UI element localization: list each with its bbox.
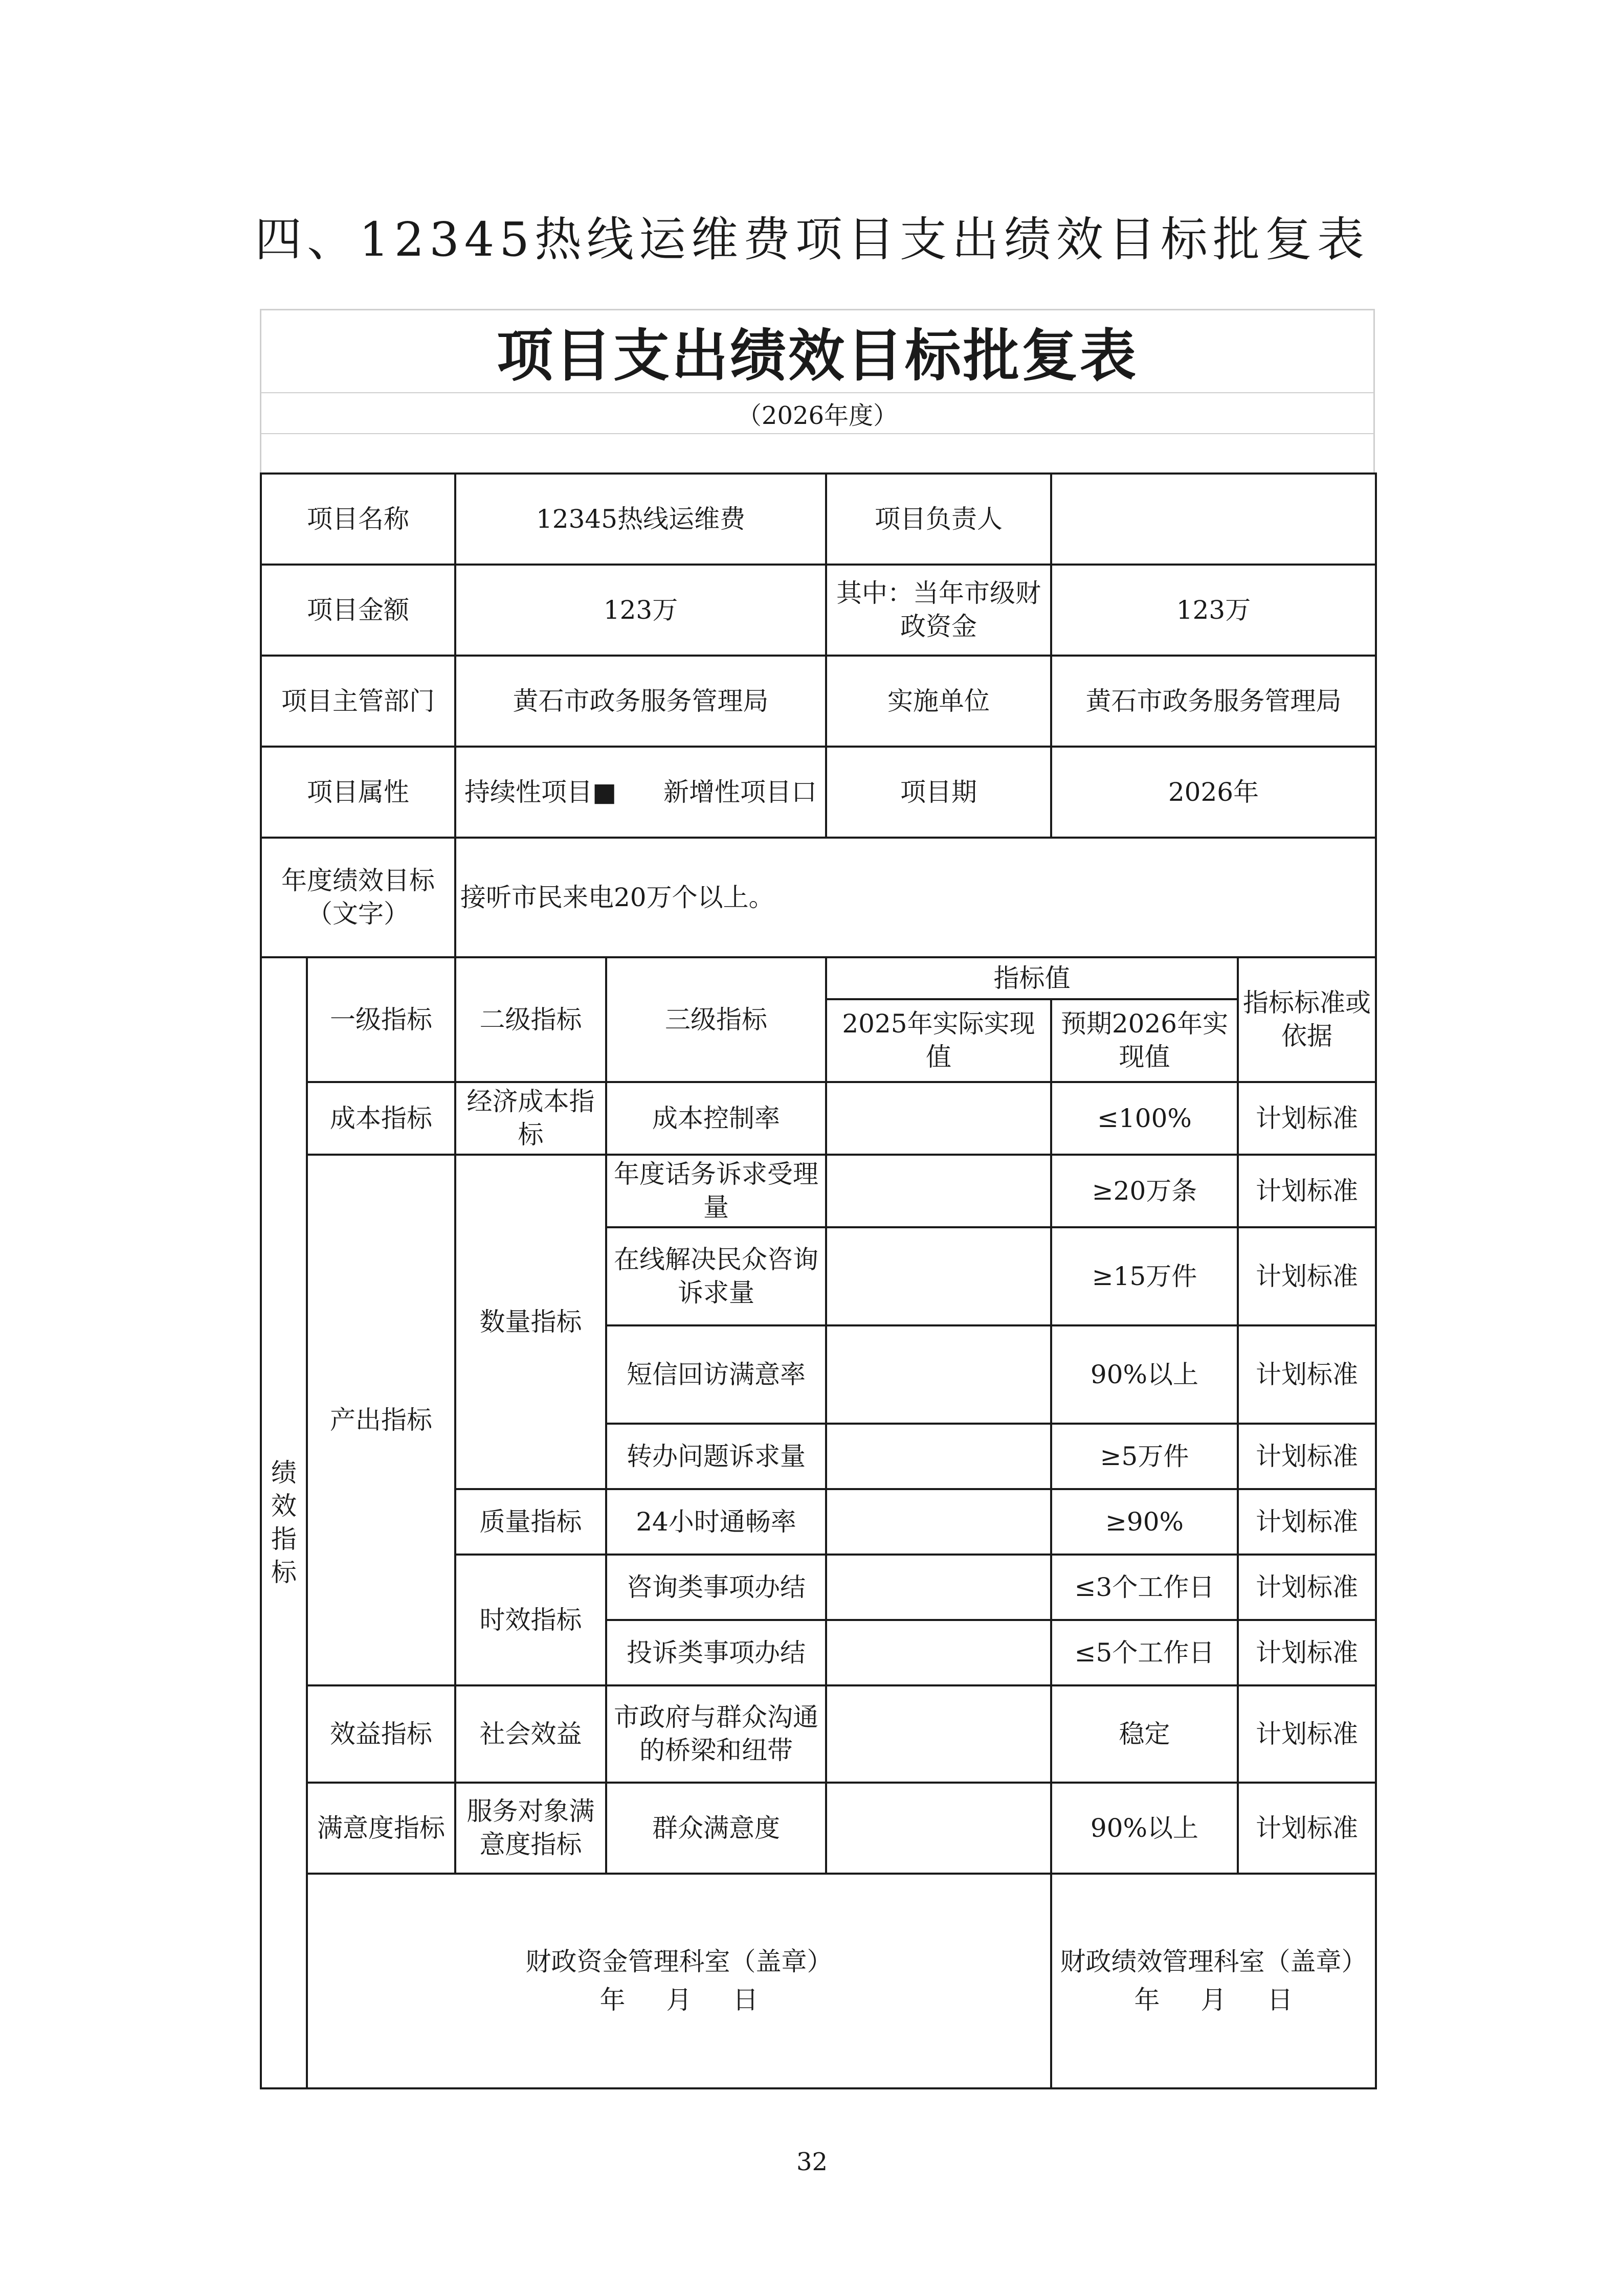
row-actual [826,1424,1051,1489]
unit-value: 黄石市政务服务管理局 [1051,656,1376,747]
row-actual [826,1685,1051,1783]
row-level3: 在线解决民众咨询诉求量 [606,1227,826,1325]
period-label: 项目期 [826,747,1051,838]
header-level1: 一级指标 [307,957,455,1082]
amount-value: 123万 [455,565,826,656]
fiscal-value: 123万 [1051,565,1376,656]
period-value: 2026年 [1051,747,1376,838]
page-number: 32 [796,2148,828,2176]
table-row [261,1783,1376,1874]
row-level3: 市政府与群众沟通的桥梁和纽带 [606,1685,826,1783]
row-level3: 投诉类事项办结 [606,1620,826,1685]
row-basis: 计划标准 [1238,1325,1376,1424]
row-level3: 咨询类事项办结 [606,1555,826,1620]
table-title: 项目支出绩效目标批复表 [261,310,1373,393]
row-expected: ≥90% [1051,1489,1238,1555]
attr-label: 项目属性 [261,747,455,838]
row-level3: 年度话务诉求受理量 [606,1155,826,1227]
row-basis: 计划标准 [1238,1155,1376,1227]
header-expected-2026: 预期2026年实现值 [1051,999,1238,1082]
dept-label: 项目主管部门 [261,656,455,747]
signature-left-date: 年 月 日 [599,1985,759,2015]
side-label-performance: 绩效指标 [261,957,307,2088]
signature-finance-fund [307,1874,1051,2088]
annual-goal-label: 年度绩效目标（文字） [261,838,455,957]
row-expected: ≥20万条 [1051,1155,1238,1227]
row-basis: 计划标准 [1238,1620,1376,1685]
signature-right-date: 年 月 日 [1134,1985,1293,2015]
performance-table [260,472,1377,2089]
project-name-value: 12345热线运维费 [455,474,826,565]
table-title-frame [260,309,1375,474]
header-basis: 指标标准或依据 [1238,957,1376,1082]
header-level2: 二级指标 [455,957,606,1082]
row-expected: 90%以上 [1051,1783,1238,1874]
row-level3: 24小时通畅率 [606,1489,826,1555]
table-row [261,656,1376,747]
table-row [261,565,1376,656]
signature-right-label: 财政绩效管理科室（盖章） [1060,1947,1367,1976]
group-timeliness: 时效指标 [455,1555,606,1685]
row-level3: 成本控制率 [606,1082,826,1155]
table-row [261,838,1376,957]
row-level3: 转办问题诉求量 [606,1424,826,1489]
row-expected: ≤3个工作日 [1051,1555,1238,1620]
row-expected: ≥5万件 [1051,1424,1238,1489]
header-value-group: 指标值 [826,957,1238,999]
row-actual [826,1155,1051,1227]
group-output: 产出指标 [307,1155,455,1685]
row-basis: 计划标准 [1238,1227,1376,1325]
leader-value [1051,474,1376,565]
attr-new: 新增性项目口 [663,777,817,807]
leader-label: 项目负责人 [826,474,1051,565]
group-benefit: 效益指标 [307,1685,455,1783]
row-basis: 计划标准 [1238,1685,1376,1783]
row-expected: 稳定 [1051,1685,1238,1783]
project-name-label: 项目名称 [261,474,455,565]
attr-value [455,747,826,838]
header-level3: 三级指标 [606,957,826,1082]
table-row [261,747,1376,838]
row-actual [826,1555,1051,1620]
row-basis: 计划标准 [1238,1424,1376,1489]
table-row [261,1685,1376,1783]
group-quantity: 数量指标 [455,1155,606,1489]
row-expected: ≥15万件 [1051,1227,1238,1325]
annual-goal-value: 接听市民来电20万个以上。 [455,838,1376,957]
row-actual [826,1227,1051,1325]
fiscal-label: 其中：当年市级财政资金 [826,565,1051,656]
table-row [261,1155,1376,1227]
amount-label: 项目金额 [261,565,455,656]
group-service-satisfaction: 服务对象满意度指标 [455,1783,606,1874]
row-level3: 短信回访满意率 [606,1325,826,1424]
row-expected: 90%以上 [1051,1325,1238,1424]
row-basis: 计划标准 [1238,1082,1376,1155]
group-economic-cost: 经济成本指标 [455,1082,606,1155]
row-actual [826,1620,1051,1685]
group-satisfaction: 满意度指标 [307,1783,455,1874]
row-actual [826,1489,1051,1555]
row-actual [826,1082,1051,1155]
header-actual-2025: 2025年实际实现值 [826,999,1051,1082]
row-basis: 计划标准 [1238,1489,1376,1555]
attr-continuing: 持续性项目■ [464,777,617,807]
table-row [261,1082,1376,1155]
signature-left-label: 财政资金管理科室（盖章） [525,1947,833,1976]
row-actual [826,1325,1051,1424]
table-year: （2026年度） [261,393,1373,434]
group-quality: 质量指标 [455,1489,606,1555]
table-row [261,957,1376,999]
group-cost: 成本指标 [307,1082,455,1155]
signature-performance [1051,1874,1376,2088]
table-row [261,1874,1376,2088]
unit-label: 实施单位 [826,656,1051,747]
row-basis: 计划标准 [1238,1555,1376,1620]
table-row [261,474,1376,565]
row-expected: ≤5个工作日 [1051,1620,1238,1685]
row-level3: 群众满意度 [606,1783,826,1874]
page-heading: 四、12345热线运维费项目支出绩效目标批复表 [255,212,1369,267]
row-basis: 计划标准 [1238,1783,1376,1874]
group-social: 社会效益 [455,1685,606,1783]
row-actual [826,1783,1051,1874]
row-expected: ≤100% [1051,1082,1238,1155]
dept-value: 黄石市政务服务管理局 [455,656,826,747]
